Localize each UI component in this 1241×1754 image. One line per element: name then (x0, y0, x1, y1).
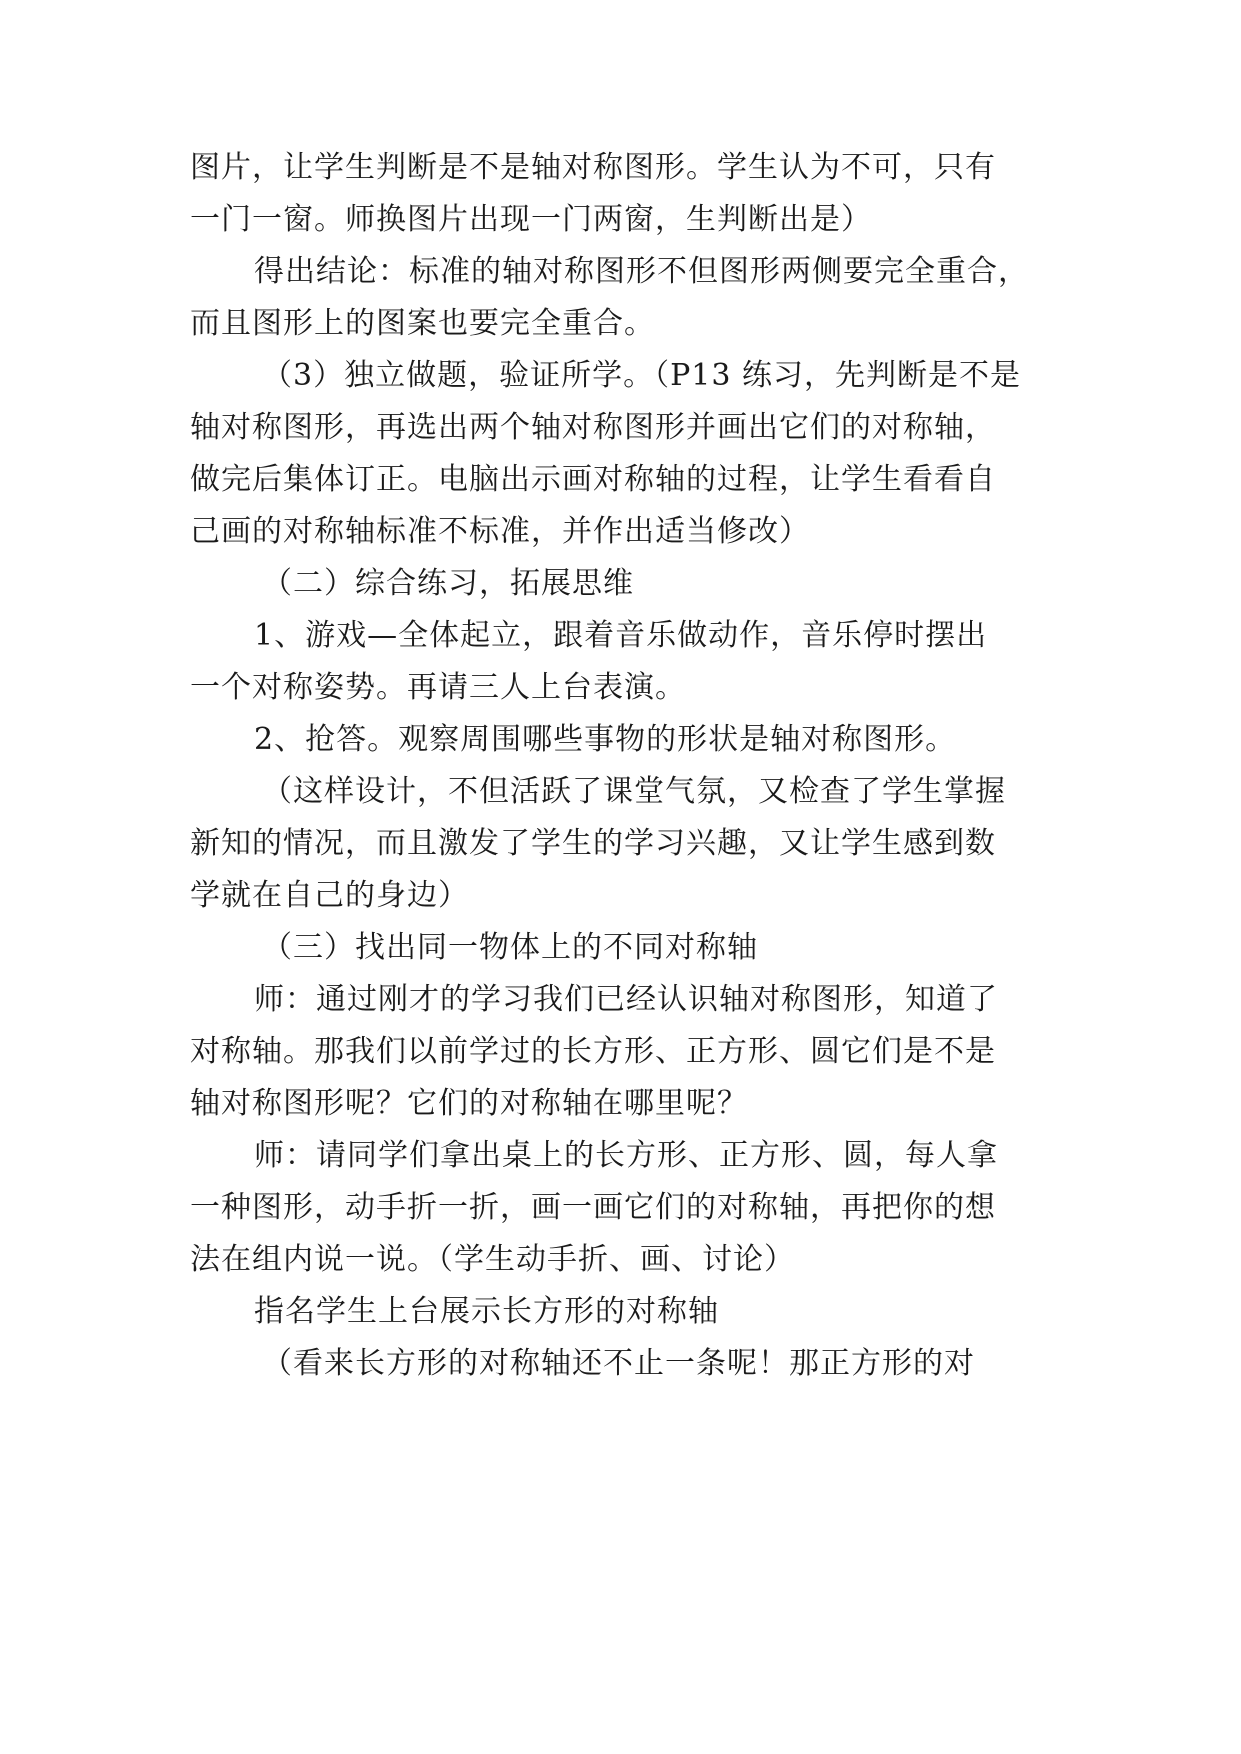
text-line-13: （这样设计，不但活跃了课堂气氛，又检查了学生掌握 (262, 774, 1006, 809)
text-line-5: （3）独立做题，验证所学。（P13 练习，先判断是不是 (262, 358, 1021, 393)
section-heading-2: （二）综合练习，拓展思维 (262, 566, 634, 601)
text-line-2: 一门一窗。师换图片出现一门两窗，生判断出是） (190, 202, 872, 237)
text-line-21: 一种图形，动手折一折，画一画它们的对称轴，再把你的想 (190, 1190, 996, 1225)
text-line-8: 己画的对称轴标准不标准，并作出适当修改） (190, 514, 810, 549)
text-line-12: 2、抢答。观察周围哪些事物的形状是轴对称图形。 (254, 722, 957, 757)
text-line-18: 对称轴。那我们以前学过的长方形、正方形、圆它们是不是 (190, 1034, 996, 1069)
text-line-20: 师：请同学们拿出桌上的长方形、正方形、圆，每人拿 (254, 1138, 998, 1173)
text-line-6: 轴对称图形，再选出两个轴对称图形并画出它们的对称轴， (190, 410, 996, 445)
text-line-19: 轴对称图形呢？它们的对称轴在哪里呢？ (190, 1086, 748, 1121)
text-line-24: （看来长方形的对称轴还不止一条呢！那正方形的对 (262, 1346, 975, 1381)
section-heading-3: （三）找出同一物体上的不同对称轴 (262, 930, 758, 965)
text-line-1: 图片，让学生判断是不是轴对称图形。学生认为不可，只有 (190, 150, 996, 185)
text-line-17: 师：通过刚才的学习我们已经认识轴对称图形，知道了 (254, 982, 998, 1017)
text-line-3: 得出结论：标准的轴对称图形不但图形两侧要完全重合， (254, 254, 1029, 289)
text-line-7: 做完后集体订正。电脑出示画对称轴的过程，让学生看看自 (190, 462, 996, 497)
text-line-11: 一个对称姿势。再请三人上台表演。 (190, 670, 686, 705)
text-line-22: 法在组内说一说。（学生动手折、画、讨论） (190, 1242, 795, 1277)
text-line-15: 学就在自己的身边） (190, 878, 469, 913)
text-line-10: 1、游戏—全体起立，跟着音乐做动作，音乐停时摆出 (254, 618, 988, 653)
text-line-23: 指名学生上台展示长方形的对称轴 (254, 1294, 719, 1329)
text-line-14: 新知的情况，而且激发了学生的学习兴趣，又让学生感到数 (190, 826, 996, 861)
text-line-4: 而且图形上的图案也要完全重合。 (190, 306, 655, 341)
